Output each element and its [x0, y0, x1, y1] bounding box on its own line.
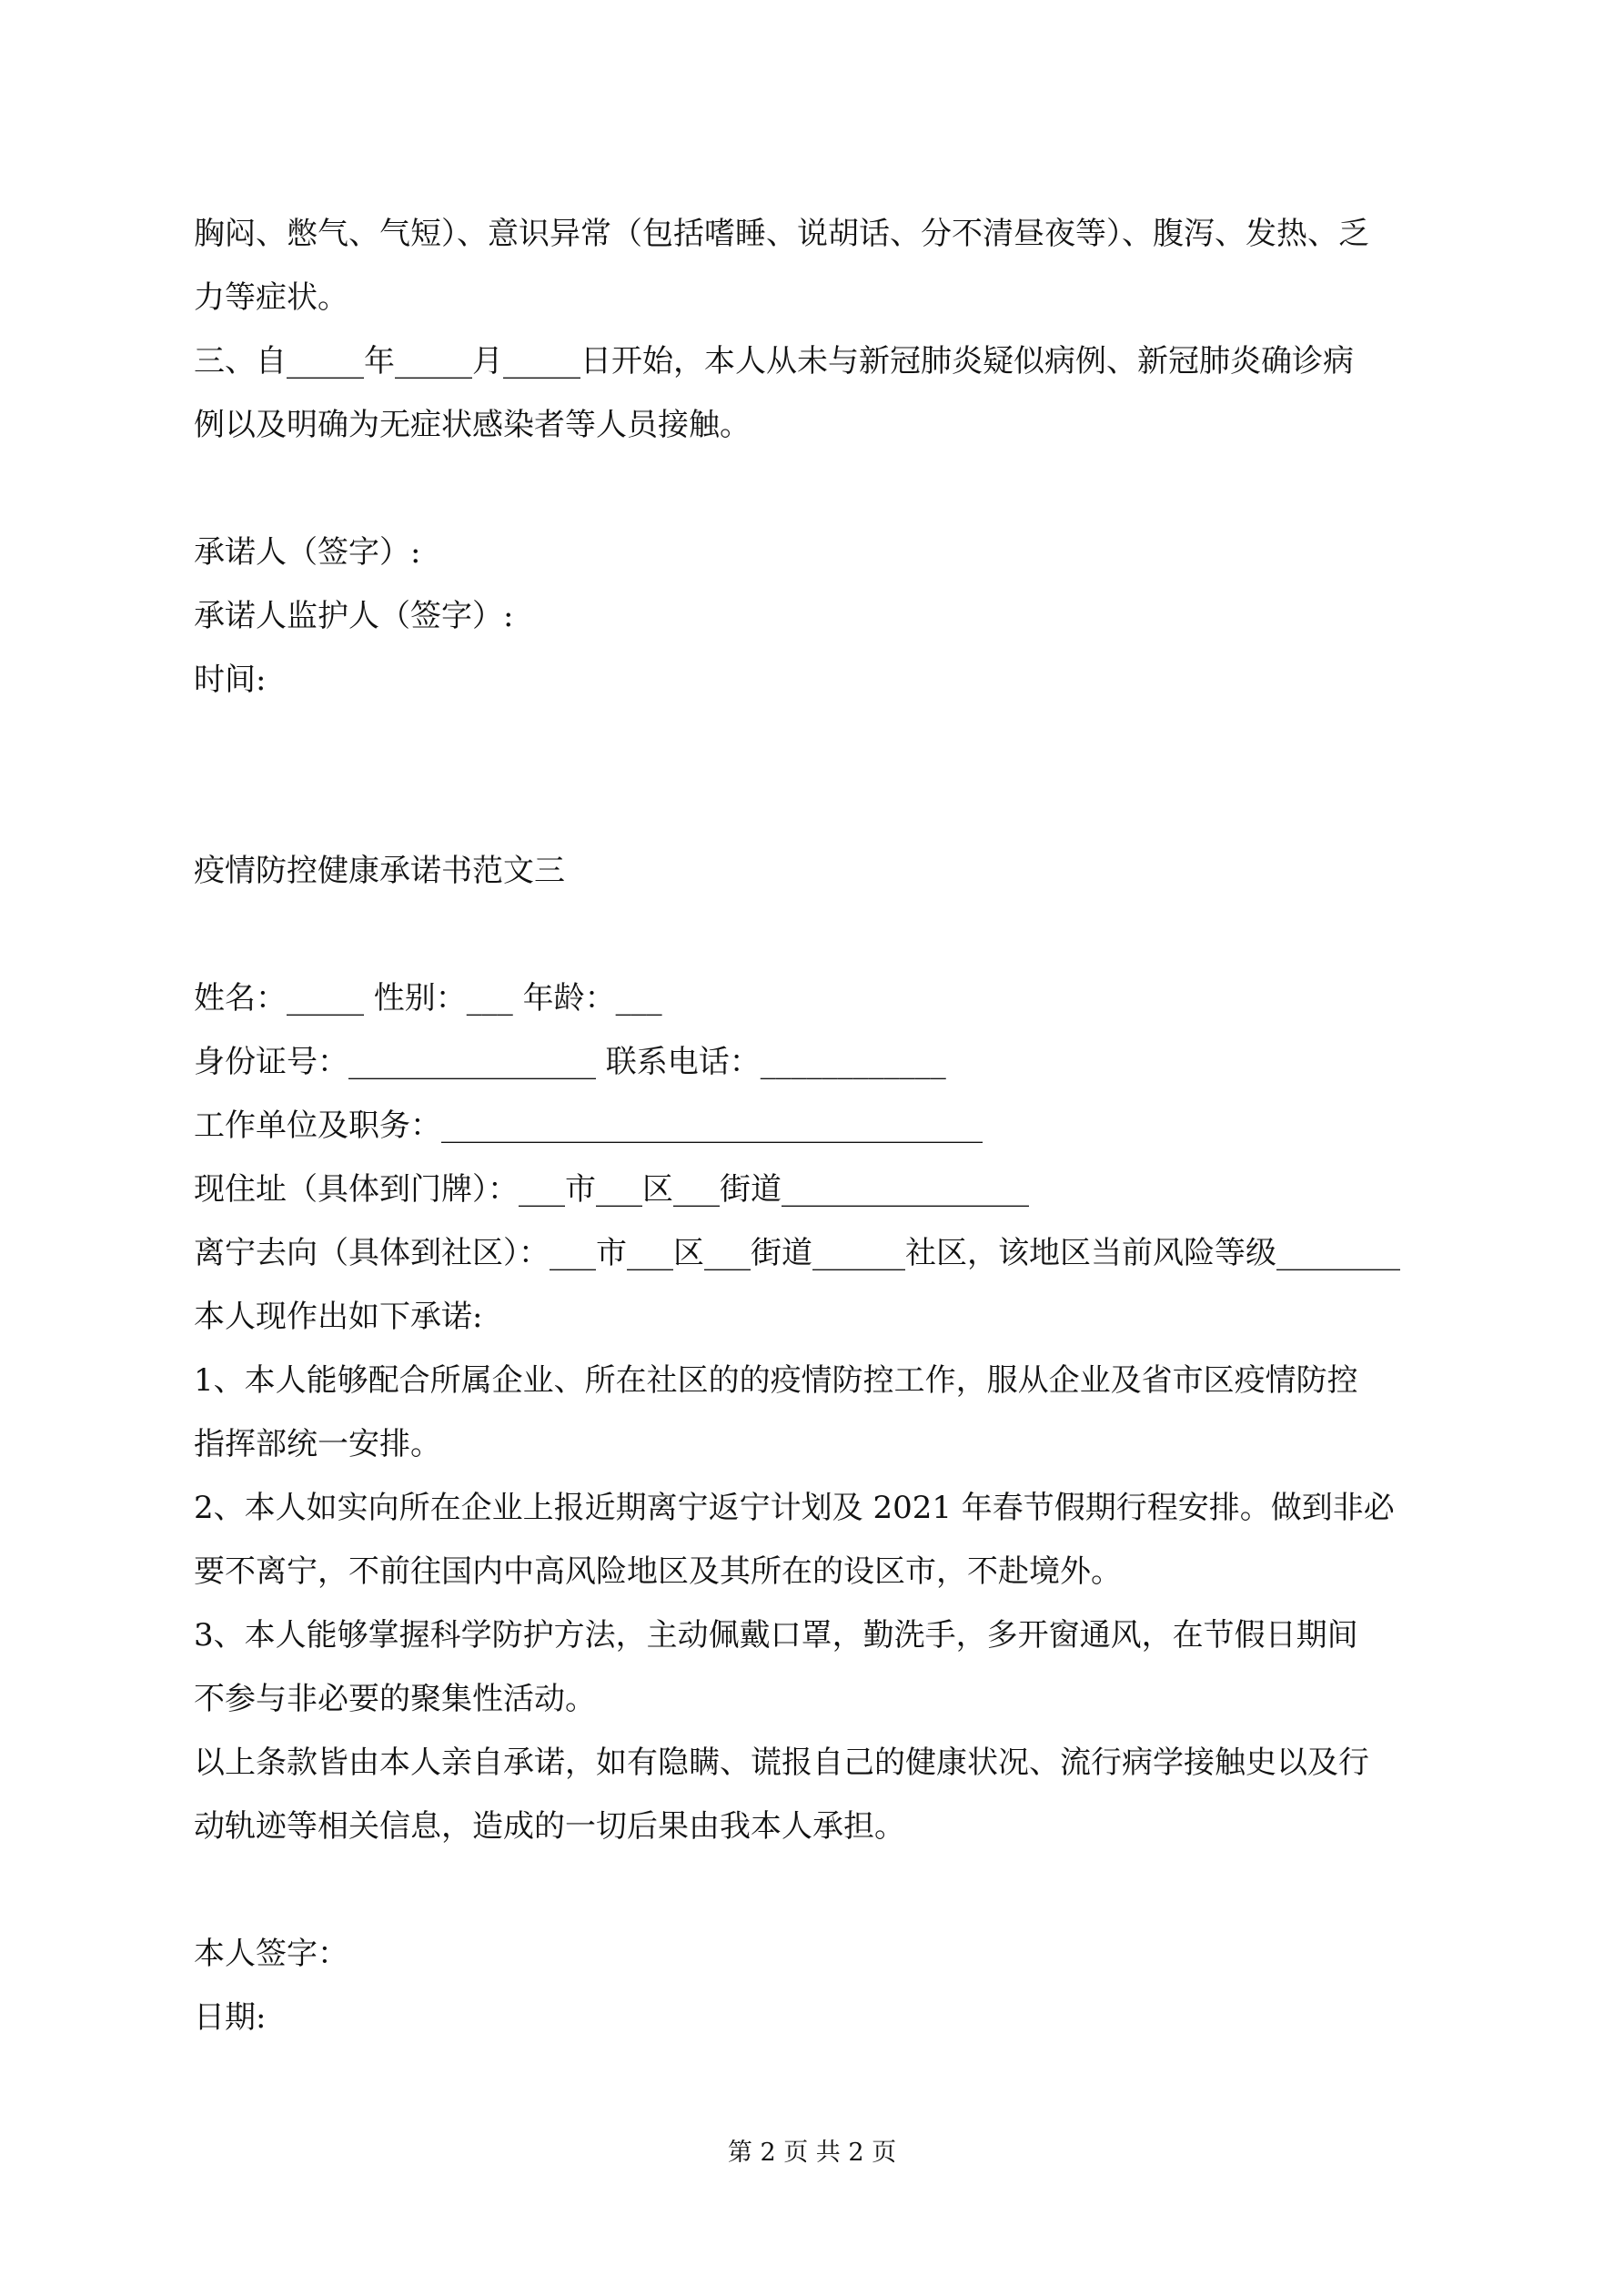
commitment-intro: 本人现作出如下承诺: [194, 1299, 483, 1335]
closing-statement: 动轨迹等相关信息，造成的一切后果由我本人承担。 [194, 1808, 905, 1845]
form-id-line: 身份证号：________________ 联系电话：____________ [194, 1044, 946, 1080]
commitment-item: 1、本人能够配合所属企业、所在社区的的疫情防控工作，服从企业及省市区疫情防控 [194, 1362, 1358, 1399]
commitment-item: 3、本人能够掌握科学防护方法，主动佩戴口罩，勤洗手，多开窗通风，在节假日期间 [194, 1617, 1358, 1654]
commitment-item: 2、本人如实向所在企业上报近期离宁返宁计划及 2021 年春节假期行程安排。做到非必 [194, 1490, 1395, 1526]
paragraph-line: 三、自_____年_____月_____日开始，本人从未与新冠肺炎疑似病例、新冠肺炎确诊病 [194, 343, 1354, 379]
self-signature-label: 本人签字： [194, 1936, 348, 1972]
signer-label: 承诺人（签字）: [194, 534, 421, 571]
paragraph-line: 胸闷、憋气、气短）、意识异常（包括嗜睡、说胡话、分不清昼夜等）、腹泻、发热、乏 [194, 216, 1369, 252]
date-label: 日期: [194, 1999, 267, 2036]
commitment-item: 要不离宁，不前往国内中高风险地区及其所在的设区市，不赴境外。 [194, 1553, 1122, 1590]
paragraph-line: 例以及明确为无症状感染者等人员接触。 [194, 407, 751, 443]
form-work-line: 工作单位及职务：___________________________________ [194, 1108, 983, 1144]
closing-statement: 以上条款皆由本人亲自承诺，如有隐瞒、谎报自己的健康状况、流行病学接触史以及行 [194, 1745, 1369, 1781]
page-footer: 第 2 页 共 2 页 [727, 2139, 897, 2167]
paragraph-line: 力等症状。 [194, 279, 348, 316]
document-body [194, 202, 1431, 2049]
section-title: 疫情防控健康承诺书范文三 [194, 853, 565, 889]
guardian-label: 承诺人监护人（签字）: [194, 598, 514, 634]
commitment-item: 指挥部统一安排。 [194, 1426, 441, 1462]
form-name-line: 姓名：_____ 性别：___ 年龄：___ [194, 980, 662, 1017]
commitment-item: 不参与非必要的聚集性活动。 [194, 1681, 596, 1717]
time-label: 时间: [194, 662, 267, 698]
form-destination-line: 离宁去向（具体到社区）：___市___区___街道______社区，该地区当前风险等级________ [194, 1235, 1400, 1271]
form-address-line: 现住址（具体到门牌）：___市___区___街道________________ [194, 1171, 1029, 1208]
